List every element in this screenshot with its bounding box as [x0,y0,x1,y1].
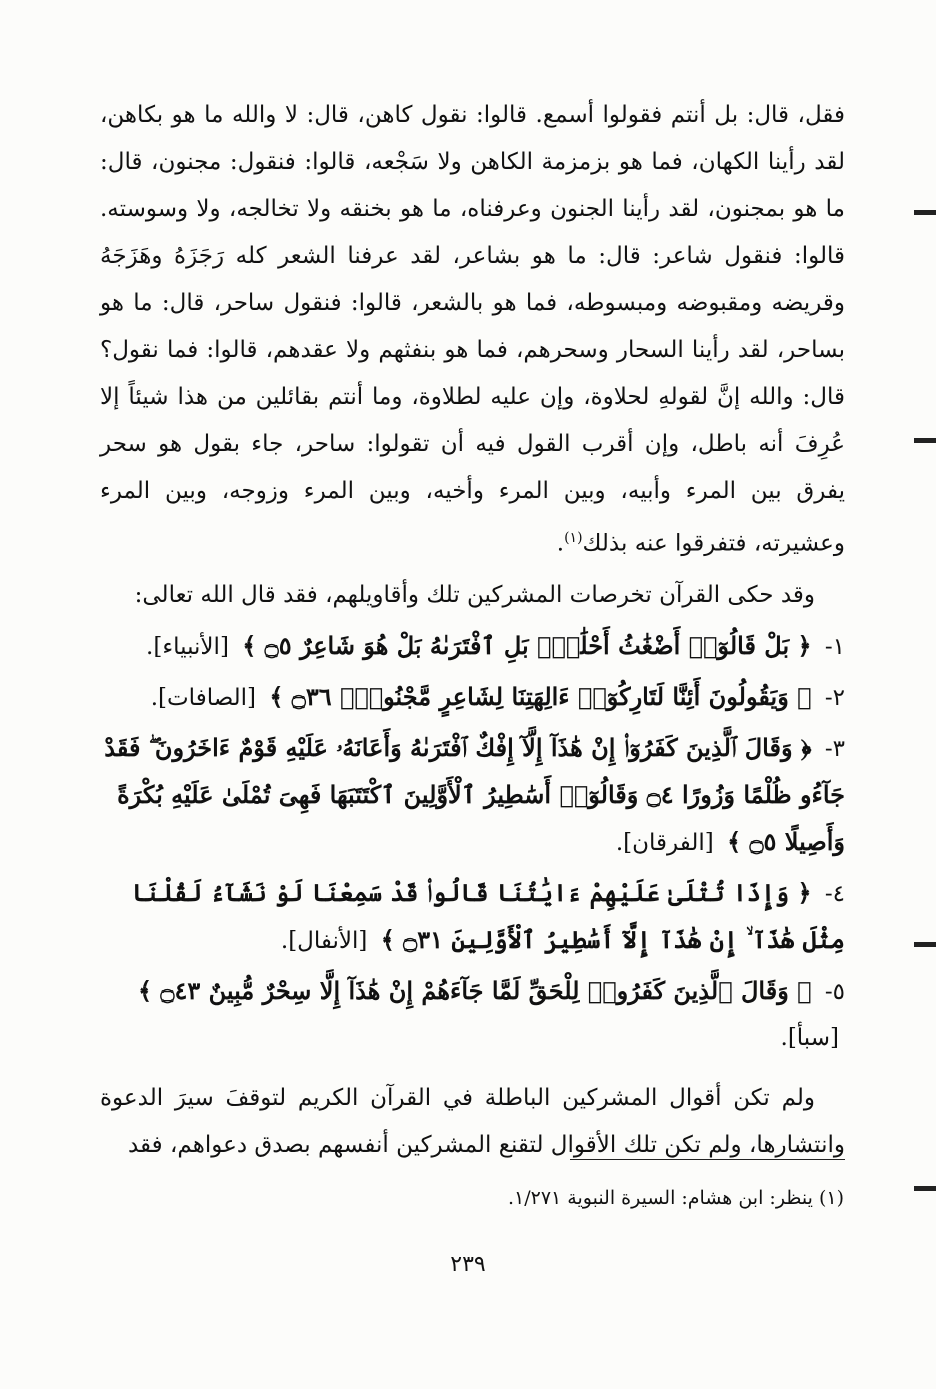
surah-reference: [الصافات]. [150,684,257,711]
verse-number: ١- [824,633,845,660]
surah-reference: [سبأ]. [780,1024,839,1051]
footnote-marker: (١) [564,530,583,546]
paragraph-end: . [556,530,565,557]
surah-reference: [الأنبياء]. [146,633,229,660]
scan-edge-mark [914,438,936,443]
footnote-separator [570,1159,845,1160]
scan-edge-mark [914,942,936,947]
verse-3 [100,725,845,866]
verse-number: ٤- [824,880,845,907]
paragraph-text: فقل، قال: بل أنتم فقولوا أسمع. قالوا: نقول كاهن، قال: لا والله ما هو بكاهن، لقد رأينا الكهان، فما هو بزمزمة الكاهن ولا سَجْعه، قالوا: فنقول: مجنون، قال: ما هو بمجنون، لقد رأينا الجنون وعرفناه، ما هو بخنقه ولا تخالجه، ولا وسوسته. قالوا: فنقول شاعر: قال: ما هو بشاعر، لقد عرفنا الشعر كله رَجَزَهُ وهَزَجَهُ وقريضه ومقبوضه ومبسوطه، فما هو بالشعر، قالوا: فنقول ساحر، قال: ما هو بساحر، لقد رأينا السحار وسحرهم، فما هو بنفثهم ولا عقدهم، قالوا: فما نقول؟ قال: والله إنَّ لقولهِ لحلاوة، وإن عليه لطلاوة، وما أنتم بقائلين من هذا شيئاً إلا عُرِفَ أنه باطل، وإن أقرب القول فيه أن تقولوا: ساحر، جاء بقول هو سحر يفرق بين المرء وأبيه، وبين المرء وأخيه، وبين المرء وزوجه، وبين المرء وعشيرته، فتفرقوا عنه بذلك [100,102,845,557]
scan-edge-mark [914,1186,936,1191]
surah-reference: [الفرقان]. [615,829,714,856]
page-number: ٢٣٩ [450,1252,486,1277]
closing-paragraph: ولم تكن أقوال المشركين الباطلة في القرآن الكريم لتوقفَ سيرَ الدعوة وانتشارها، ولم تكن تلك الأقوال لتقنع المشركين أنفسهم بصدق دعواهم، فقد [100,1084,845,1158]
verse-number: ٣- [824,735,845,762]
body-paragraph [100,92,845,568]
quran-text: ﴿ بَلْ قَالُوٓا۟ أَضْغَٰثُ أَحْلَٰمٍۭ بَلِ ٱفْتَرَىٰهُ بَلْ هُوَ شَاعِرٌ ۝٥ ﴾ [242,630,812,660]
quran-text: ﴿ وَقَالَ ٱلَّذِينَ كَفَرُوٓا۟ إِنْ هَٰذَآ إِلَّآ إِفْكٌ ٱفْتَرَىٰهُ وَأَعَانَهُۥ عَلَيْهِ قَوْمٌ ءَاخَرُونَ ۖ فَقَدْ جَآءُو ظُلْمًا وَزُورًا ۝٤ وَقَالُوٓا۟ أَسَٰطِيرُ ٱلْأَوَّلِينَ ٱكْتَتَبَهَا فَهِىَ تُمْلَىٰ عَلَيْهِ بُكْرَةً وَأَصِيلًا ۝٥ ﴾ [104,732,845,856]
footnote: (١) ينظر: ابن هشام: السيرة النبوية ١/٢٧١. [507,1187,844,1209]
quran-text: ﴿ وَإِذَا تُتْلَىٰ عَلَيْهِمْ ءَايَٰتُنَا قَالُوا۟ قَدْ سَمِعْنَا لَوْ نَشَآءُ لَقُلْنَا مِثْلَ هَٰذَآ ۙ إِنْ هَٰذَآ إِلَّآ أَسَٰطِيرُ ٱلْأَوَّلِينَ ۝٣١ ﴾ [131,877,845,954]
verse-number: ٥- [824,978,845,1005]
verse-1 [100,623,845,670]
page-body [100,92,845,1169]
verse-5 [100,968,845,1061]
surah-reference: [الأنفال]. [280,927,368,954]
verse-4 [100,870,845,964]
quran-text: ﴿ وَقَالَ ٱلَّذِينَ كَفَرُوا۟ لِلْحَقِّ لَمَّا جَآءَهُمْ إِنْ هَٰذَآ إِلَّا سِحْرٌ مُّبِينٌ ۝٤٣ ﴾ [137,975,812,1005]
scan-edge-mark [914,210,936,215]
quran-text: ﴿ وَيَقُولُونَ أَئِنَّا لَتَارِكُوٓا۟ ءَالِهَتِنَا لِشَاعِرٍ مَّجْنُونٍۭ ۝٣٦ ﴾ [269,681,812,711]
verse-number: ٢- [824,684,845,711]
verse-2 [100,674,845,721]
intro-paragraph: وقد حكى القرآن تخرصات المشركين تلك وأقاويلهم، فقد قال الله تعالى: [134,581,815,608]
